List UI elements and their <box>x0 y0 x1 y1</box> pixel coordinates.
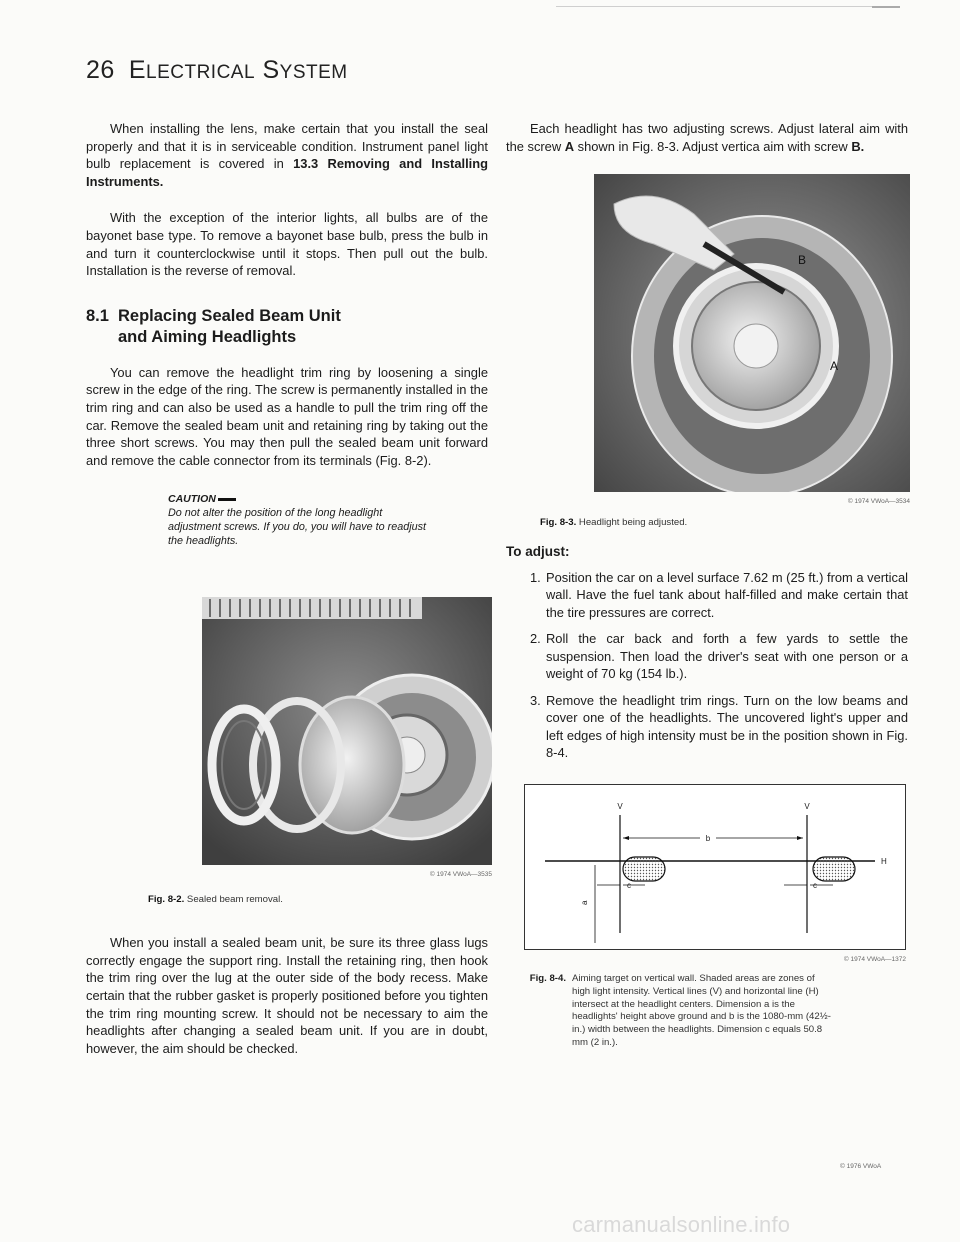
figure-8-3-credit: © 1974 VWoA—3534 <box>847 498 910 506</box>
step-3-text: Remove the headlight trim rings. Turn on the low beams and cover one of the headlights. The uncovered light's upper and left edges of high intensity must be in the position shown in Fig. 8-4. <box>546 692 908 761</box>
paragraph-bayonet: With the exception of the interior lights, all bulbs are of the bayonet base type. To remove a bayonet base bulb, press the bulb in and turn it counterclockwise until it stops. Then pull out the bulb. Installation is the reverse of removal. <box>86 210 488 279</box>
fig3-label-a: A <box>830 359 839 374</box>
figure-8-3-caption-text: Headlight being adjusted. <box>578 517 688 529</box>
figure-8-3-caption <box>540 517 908 530</box>
sealed-beam-illustration <box>202 597 492 865</box>
figure-8-2-label: Fig. 8-2. <box>148 893 185 905</box>
b-label: b <box>705 833 711 843</box>
h-label: H <box>881 856 887 866</box>
section-title-line2: and Aiming Headlights <box>118 327 297 346</box>
top-rule-mark <box>872 6 900 8</box>
figure-8-3 <box>594 174 910 505</box>
step-2 <box>506 630 908 683</box>
figure-8-4-label: Fig. 8-4. <box>529 972 566 984</box>
hot-spot-right <box>813 857 855 881</box>
figure-8-2-caption-text: Sealed beam removal. <box>186 893 283 905</box>
aiming-target-diagram <box>524 784 906 950</box>
title-initial-2: S <box>262 56 280 84</box>
page-header <box>86 56 348 85</box>
title-initial-1: E <box>128 56 146 84</box>
watermark: carmanualsonline.info <box>572 1212 791 1237</box>
section-heading <box>86 306 488 348</box>
figure-8-2-credit: © 1974 VWoA—3535 <box>429 870 492 878</box>
figure-8-4-caption <box>506 973 908 1050</box>
c-right-label: c <box>813 880 817 890</box>
screw-b-ref: B. <box>851 138 865 154</box>
figure-8-2 <box>148 597 492 907</box>
step-1-number: 1. <box>530 569 541 585</box>
screw-a-ref: A <box>564 138 575 154</box>
right-column <box>506 120 908 1050</box>
a-label: a <box>580 900 589 905</box>
step-2-number: 2. <box>530 631 541 647</box>
v-left-label: V <box>617 801 623 811</box>
figure-8-4-caption-text: Aiming target on vertical wall. Shaded areas are zones of high light intensity. Vertical lines (V) and horizontal line (H) intersect at the headlight centers. Dimension a is the headlights' height above ground and b is the 1080-mm (42½-in.) width between the headlights. Dimension c equals 50.8 mm (2 in.). <box>572 972 831 1048</box>
to-adjust-heading: To adjust: <box>506 543 570 559</box>
figure-8-3-label: Fig. 8-3. <box>540 517 577 529</box>
step-3 <box>506 692 908 762</box>
figure-8-2-caption <box>148 894 492 907</box>
bottom-credit: © 1976 VWoA <box>840 1163 882 1170</box>
adjusting-text-1: Each headlight has two adjusting screws. Adjust lateral aim with the screw <box>506 121 908 154</box>
hot-spot-left <box>623 857 665 881</box>
step-1-text: Position the car on a level surface 7.62 m (25 ft.) from a vertical wall. Have the fuel tank about half-filled and make certain that the tire pressures are correct. <box>546 569 908 620</box>
paragraph-lens-reference: 13.3 Removing and Installing Instruments. <box>86 156 488 189</box>
c-left-label: c <box>627 880 631 890</box>
fig3-label-b: B <box>798 253 807 268</box>
caution-text: Do not alter the position of the long headlight adjustment screws. If you do, you will have to readjust the headlights. <box>168 507 427 547</box>
adjusting-text-2: shown in Fig. 8-3. Adjust vertica aim with screw <box>574 138 852 154</box>
aiming-target-svg <box>525 785 905 949</box>
caution-label: CAUTION <box>168 493 428 507</box>
step-1 <box>506 569 908 622</box>
paragraph-install-sealed-beam: When you install a sealed beam unit, be sure its three glass lugs correctly engage the support ring. Install the retaining ring, then hook the trim ring over the lug at the outer side of the body recess. Make certain that the rubber gasket is properly positioned before you tighten the trim ring mounting screw. It should not be necessary to aim the headlights after changing a sealed beam unit. If you are in doubt, however, the aim should be checked. <box>86 935 488 1056</box>
headlight-adjust-illustration <box>594 174 910 492</box>
sealed-beam-photo <box>202 597 492 865</box>
paragraph-lens-text: When installing the lens, make certain that you install the seal properly and that it is in serviceable condition. Instrument panel light bulb replacement is covered in <box>86 121 488 172</box>
figure-8-4-credit: © 1974 VWoA—1372 <box>843 955 906 963</box>
title-rest-1: LECTRICAL <box>146 62 256 83</box>
paragraph-adjusting-screws <box>506 120 908 155</box>
headlight-adjust-photo <box>594 174 910 492</box>
top-rule <box>556 6 900 7</box>
paragraph-trim-ring: You can remove the headlight trim ring by loosening a single screw in the edge of the ring. The screw is permanently installed in the trim ring and can also be used as a handle to pull the trim ring off the car. Remove the sealed beam unit and retaining ring by taking out the three short screws. You may then pull the sealed beam unit forward and remove the cable connector from its terminals (Fig. 8-2). <box>86 364 488 468</box>
step-3-number: 3. <box>530 692 541 708</box>
adjust-steps <box>506 569 908 762</box>
paragraph-lens <box>86 120 488 190</box>
section-title-line1: Replacing Sealed Beam Unit <box>118 306 341 325</box>
v-right-label: V <box>804 801 810 811</box>
page-number: 26 <box>86 56 115 84</box>
left-column <box>86 120 492 1076</box>
step-2-text: Roll the car back and forth a few yards to settle the suspension. Then load the driver's seat with one person or a weight of 70 kg (154 lb.). <box>546 631 908 682</box>
section-number: 8.1 <box>86 306 109 325</box>
title-rest-2: YSTEM <box>279 62 348 83</box>
caution-box <box>168 493 428 548</box>
